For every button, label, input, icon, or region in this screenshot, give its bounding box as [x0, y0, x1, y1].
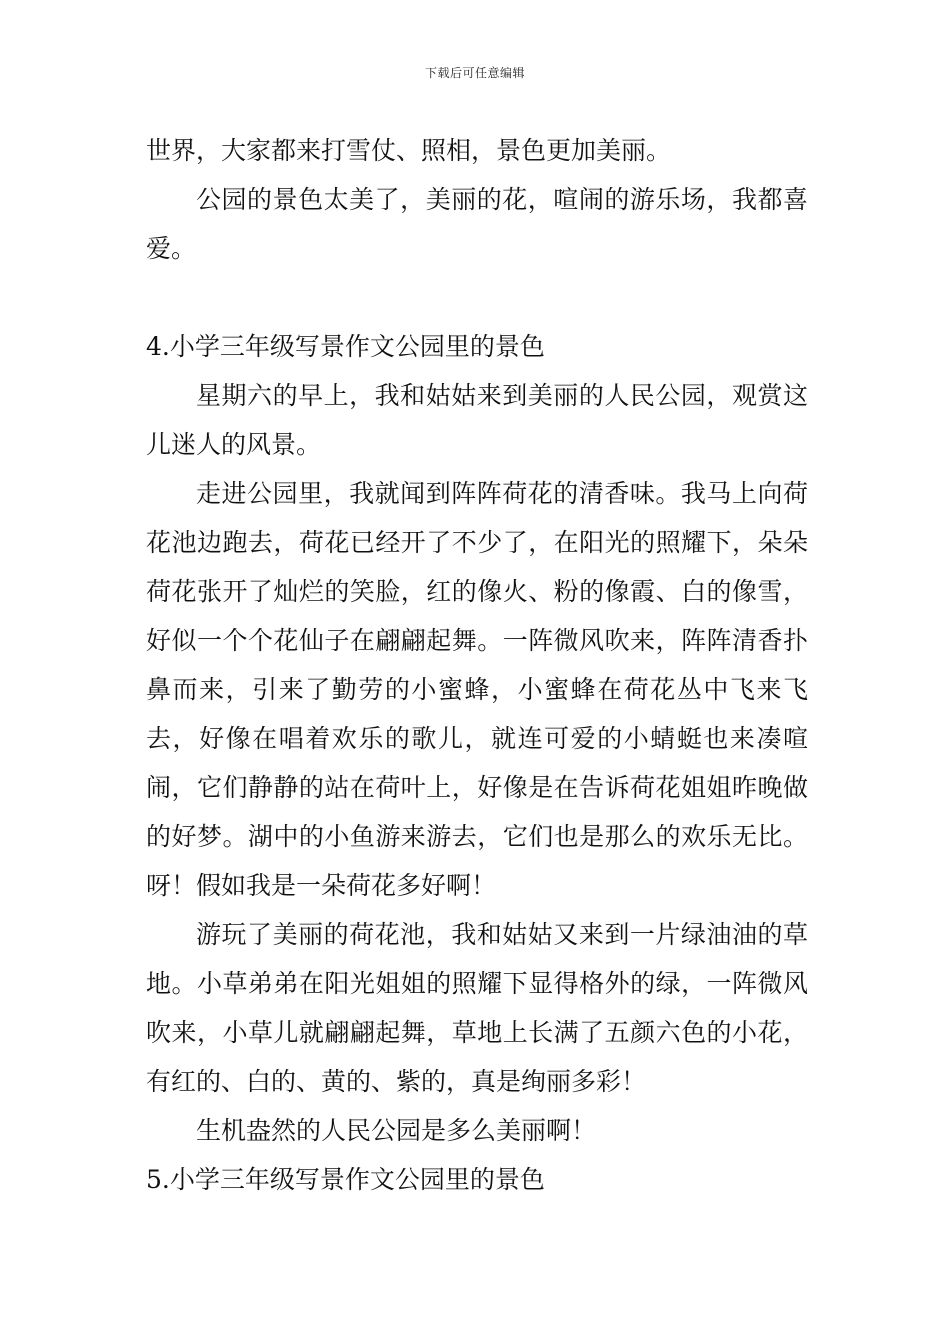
page-header: 下载后可任意编辑 — [424, 66, 525, 80]
paragraph: 星期六的早上，我和姑姑来到美丽的人民公园，观赏这儿迷人的风景。 — [146, 381, 808, 459]
paragraph: 游玩了美丽的荷花池，我和姑姑又来到一片绿油油的草地。小草弟弟在阳光姐姐的照耀下显得格外的绿，一阵微风吹来，小草儿就翩翩起舞，草地上长满了五颜六色的小花，有红的、白的、黄的、紫的，真是绚丽多彩！ — [146, 920, 808, 1096]
paragraph: 公园的景色太美了，美丽的花，喧闹的游乐场，我都喜爱。 — [146, 185, 808, 263]
section-heading-4: 4.小学三年级写景作文公园里的景色 — [146, 332, 545, 361]
document-body — [146, 126, 808, 1204]
paragraph-continued: 世界，大家都来打雪仗、照相，景色更加美丽。 — [146, 136, 672, 165]
paragraph: 走进公园里，我就闻到阵阵荷花的清香味。我马上向荷花池边跑去，荷花已经开了不少了，在阳光的照耀下，朵朵荷花张开了灿烂的笑脸，红的像火、粉的像霞、白的像雪，好似一个个花仙子在翩翩起舞。一阵微风吹来，阵阵清香扑鼻而来，引来了勤劳的小蜜蜂，小蜜蜂在荷花丛中飞来飞去，好像在唱着欢乐的歌儿，就连可爱的小蜻蜓也来凑喧闹，它们静静的站在荷叶上，好像是在告诉荷花姐姐昨晚做的好梦。湖中的小鱼游来游去，它们也是那么的欢乐无比。呀！假如我是一朵荷花多好啊！ — [146, 479, 808, 900]
paragraph: 生机盎然的人民公园是多么美丽啊！ — [196, 1116, 597, 1145]
section-heading-5: 5.小学三年级写景作文公园里的景色 — [146, 1165, 545, 1194]
blank-line — [146, 273, 808, 322]
